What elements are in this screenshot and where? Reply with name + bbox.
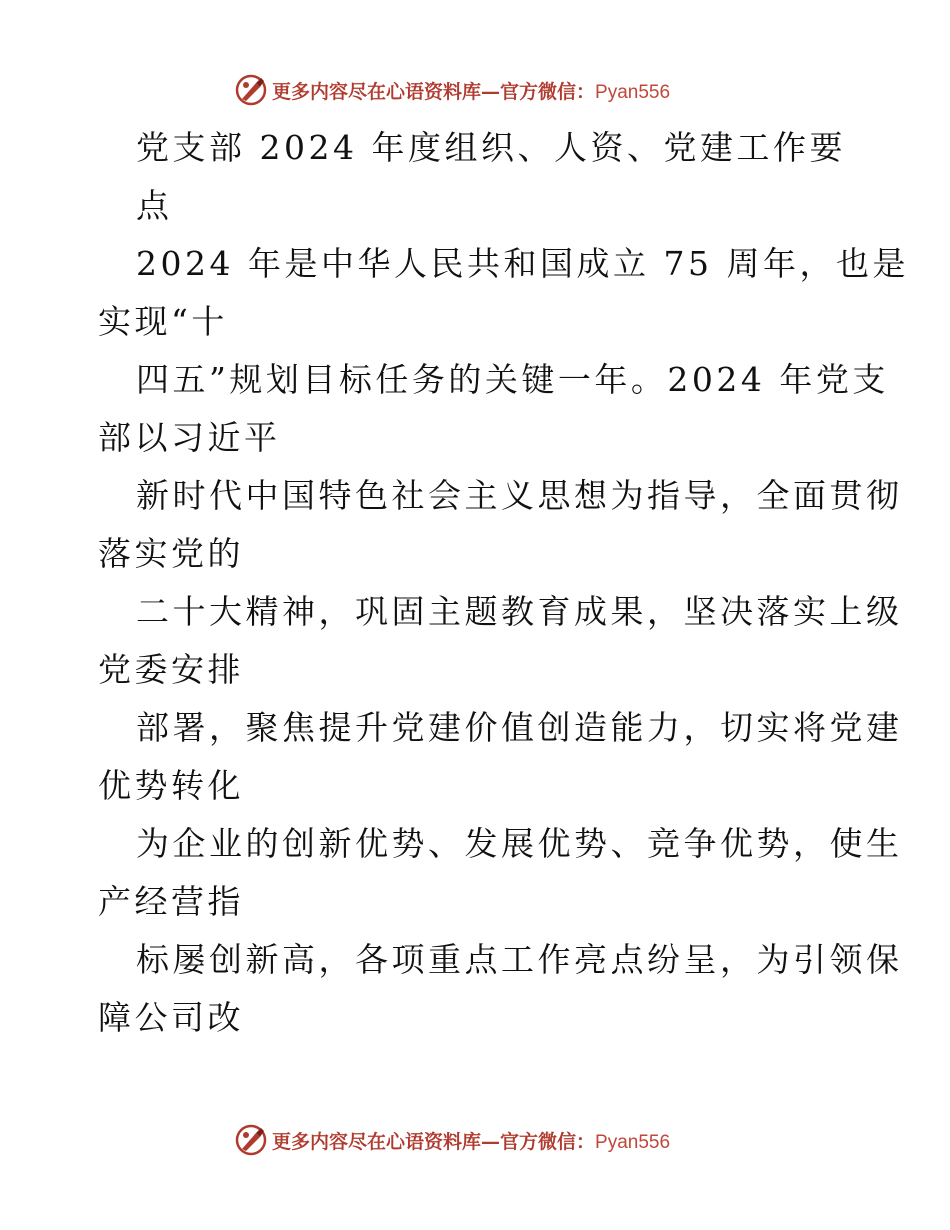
doc-line: 新时代中国特色社会主义思想为指导，全面贯彻 <box>136 476 903 515</box>
doc-line: 四五”规划目标任务的关键一年。2024 年党支 <box>136 360 889 399</box>
watermark-main: 更多内容尽在心语资料库 <box>272 1130 482 1153</box>
pen-logo-icon <box>234 1123 268 1157</box>
watermark-separator: — <box>481 1130 501 1153</box>
watermark-wechat-id: Pyan556 <box>595 1131 671 1153</box>
watermark-text <box>272 77 670 104</box>
doc-line: 标屡创新高，各项重点工作亮点纷呈，为引领保 <box>136 940 903 979</box>
doc-line: 产经营指 <box>98 882 244 921</box>
header-watermark <box>234 72 670 108</box>
doc-line: 落实党的 <box>98 534 244 573</box>
doc-line: 优势转化 <box>98 766 244 805</box>
footer-watermark <box>234 1122 670 1158</box>
watermark-label: 官方微信： <box>500 80 596 103</box>
watermark-separator: — <box>481 80 501 103</box>
doc-line: 二十大精神，巩固主题教育成果，坚决落实上级 <box>136 592 903 631</box>
doc-title-line-1: 党支部 2024 年度组织、人资、党建工作要 <box>136 128 846 167</box>
doc-line: 部以习近平 <box>98 418 281 457</box>
watermark-main: 更多内容尽在心语资料库 <box>272 80 482 103</box>
watermark-text <box>272 1127 670 1154</box>
doc-title-line-2: 点 <box>136 186 173 225</box>
pen-logo-icon <box>234 73 268 107</box>
doc-line: 党委安排 <box>98 650 244 689</box>
doc-line: 部署，聚焦提升党建价值创造能力，切实将党建 <box>136 708 903 747</box>
doc-line: 为企业的创新优势、发展优势、竞争优势，使生 <box>136 824 903 863</box>
doc-line: 实现“十 <box>98 302 228 341</box>
doc-line: 2024 年是中华人民共和国成立 75 周年，也是 <box>136 244 909 283</box>
watermark-label: 官方微信： <box>500 1130 596 1153</box>
doc-line: 障公司改 <box>98 998 244 1037</box>
watermark-wechat-id: Pyan556 <box>595 81 671 103</box>
